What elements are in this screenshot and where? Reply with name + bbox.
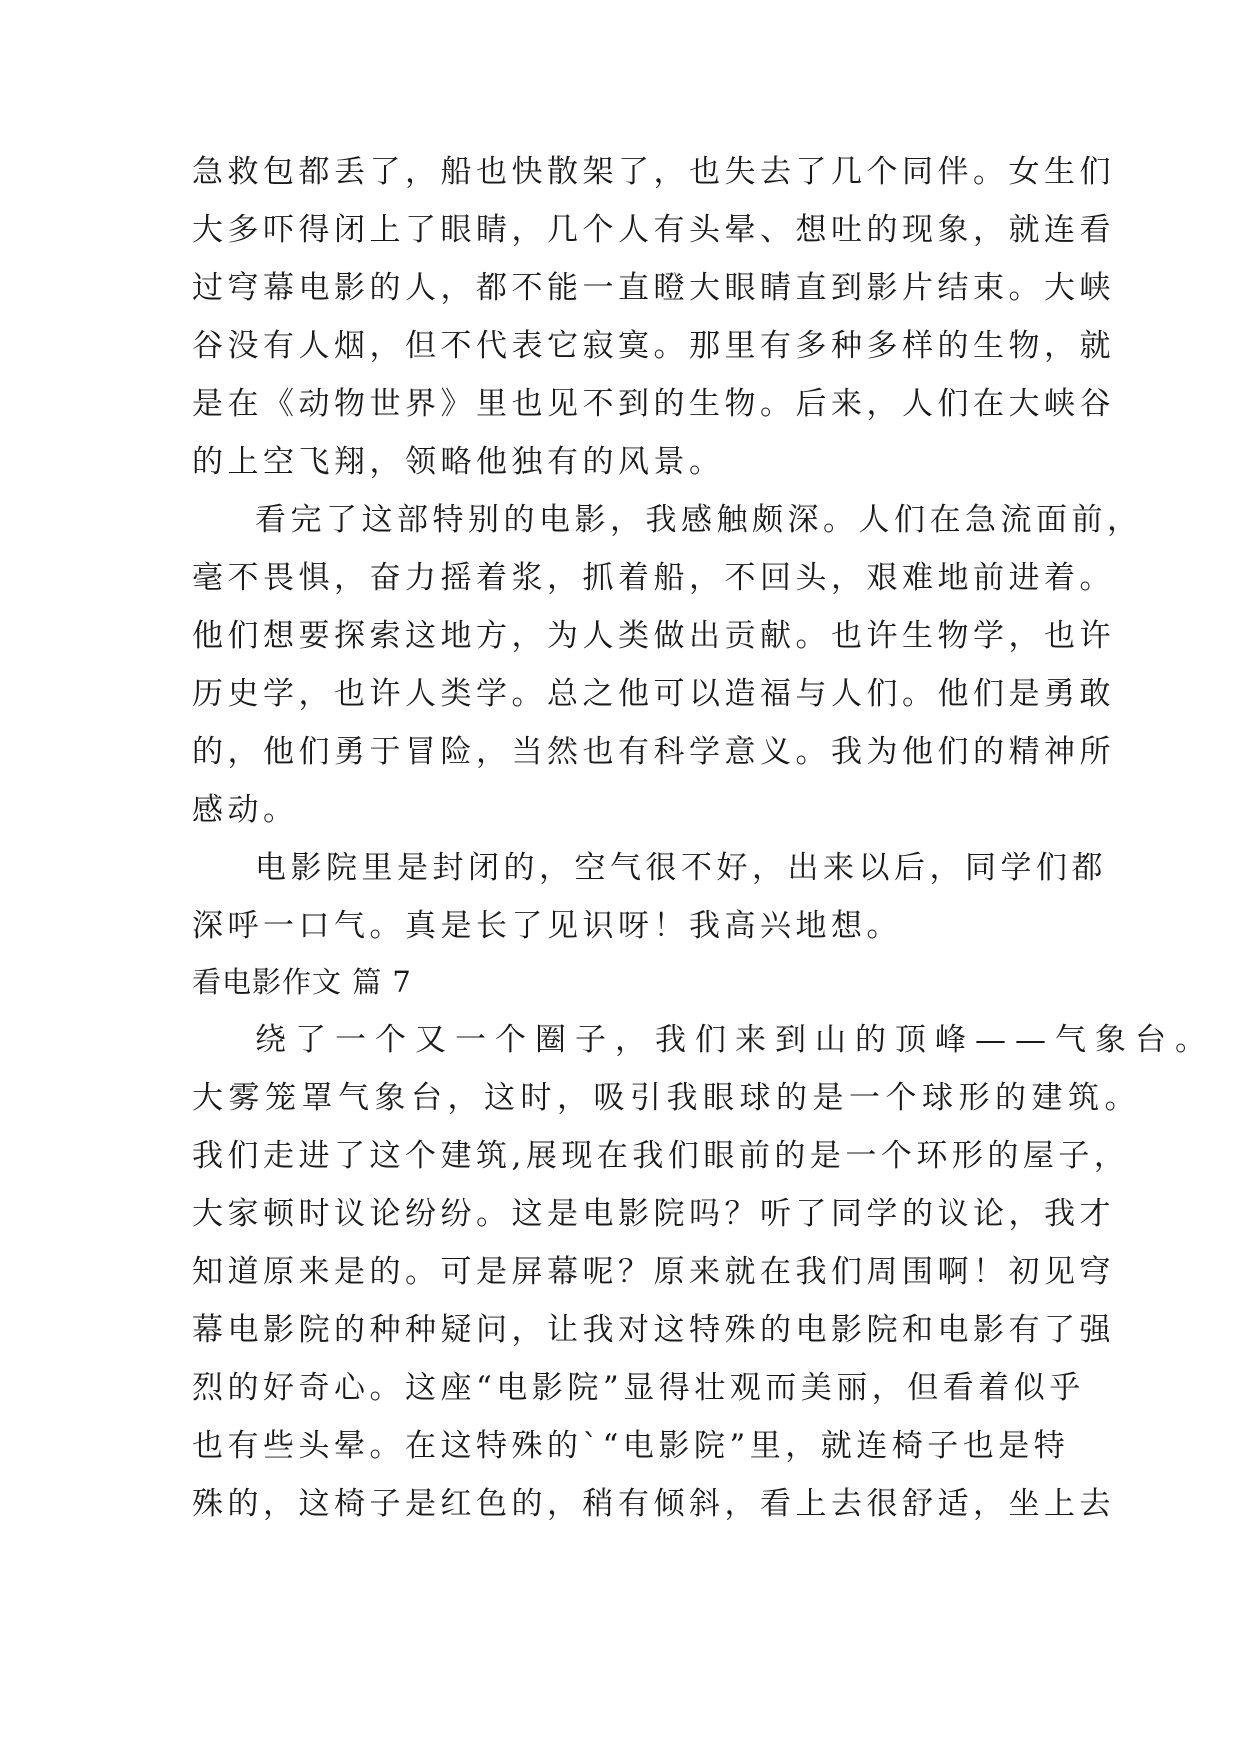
text-line: 急救包都丢了，船也快散架了，也失去了几个同伴。女生们 xyxy=(192,154,1115,190)
text-line: 幕电影院的种种疑问，让我对这特殊的电影院和电影有了强 xyxy=(192,1312,1115,1348)
text-line: 大多吓得闭上了眼睛，几个人有头晕、想吐的现象，就连看 xyxy=(192,212,1115,248)
text-line: 深呼一口气。真是长了见识呀！我高兴地想。 xyxy=(192,908,902,944)
text-line: 绕了一个又一个圈子，我们来到山的顶峰——气象台。 xyxy=(255,1022,1215,1058)
text-line: 的上空飞翔，领略他独有的风景。 xyxy=(192,444,725,480)
text-line: 过穹幕电影的人，都不能一直瞪大眼睛直到影片结束。大峡 xyxy=(192,270,1115,306)
text-line: 也有些头晕。在这特殊的`“电影院”里，就连椅子也是特 xyxy=(192,1428,1070,1464)
text-line: 感动。 xyxy=(192,792,299,828)
text-line: 知道原来是的。可是屏幕呢？原来就在我们周围啊！初见穹 xyxy=(192,1254,1115,1290)
text-line: 大雾笼罩气象台，这时，吸引我眼球的是一个球形的建筑。 xyxy=(192,1080,1141,1116)
text-line: 看完了这部特别的电影，我感触颇深。人们在急流面前， xyxy=(255,502,1143,538)
text-line: 大家顿时议论纷纷。这是电影院吗？听了同学的议论，我才 xyxy=(192,1196,1115,1232)
section-heading: 看电影作文 篇 7 xyxy=(192,965,412,999)
text-line: 殊的，这椅子是红色的，稍有倾斜，看上去很舒适，坐上去 xyxy=(192,1486,1115,1522)
text-line: 我们走进了这个建筑,展现在我们眼前的是一个环形的屋子， xyxy=(192,1138,1130,1174)
text-line: 谷没有人烟，但不代表它寂寞。那里有多种多样的生物，就 xyxy=(192,328,1115,364)
text-line: 是在《动物世界》里也见不到的生物。后来，人们在大峡谷 xyxy=(192,386,1115,422)
text-line: 他们想要探索这地方，为人类做出贡献。也许生物学，也许 xyxy=(192,618,1115,654)
text-line: 毫不畏惧，奋力摇着浆，抓着船，不回头，艰难地前进着。 xyxy=(192,560,1115,596)
text-line: 烈的好奇心。这座“电影院”显得壮观而美丽，但看着似乎 xyxy=(192,1370,1085,1406)
text-line: 电影院里是封闭的，空气很不好，出来以后，同学们都 xyxy=(255,850,1107,886)
text-line: 的，他们勇于冒险，当然也有科学意义。我为他们的精神所 xyxy=(192,734,1115,770)
text-line: 历史学，也许人类学。总之他可以造福与人们。他们是勇敢 xyxy=(192,676,1115,712)
